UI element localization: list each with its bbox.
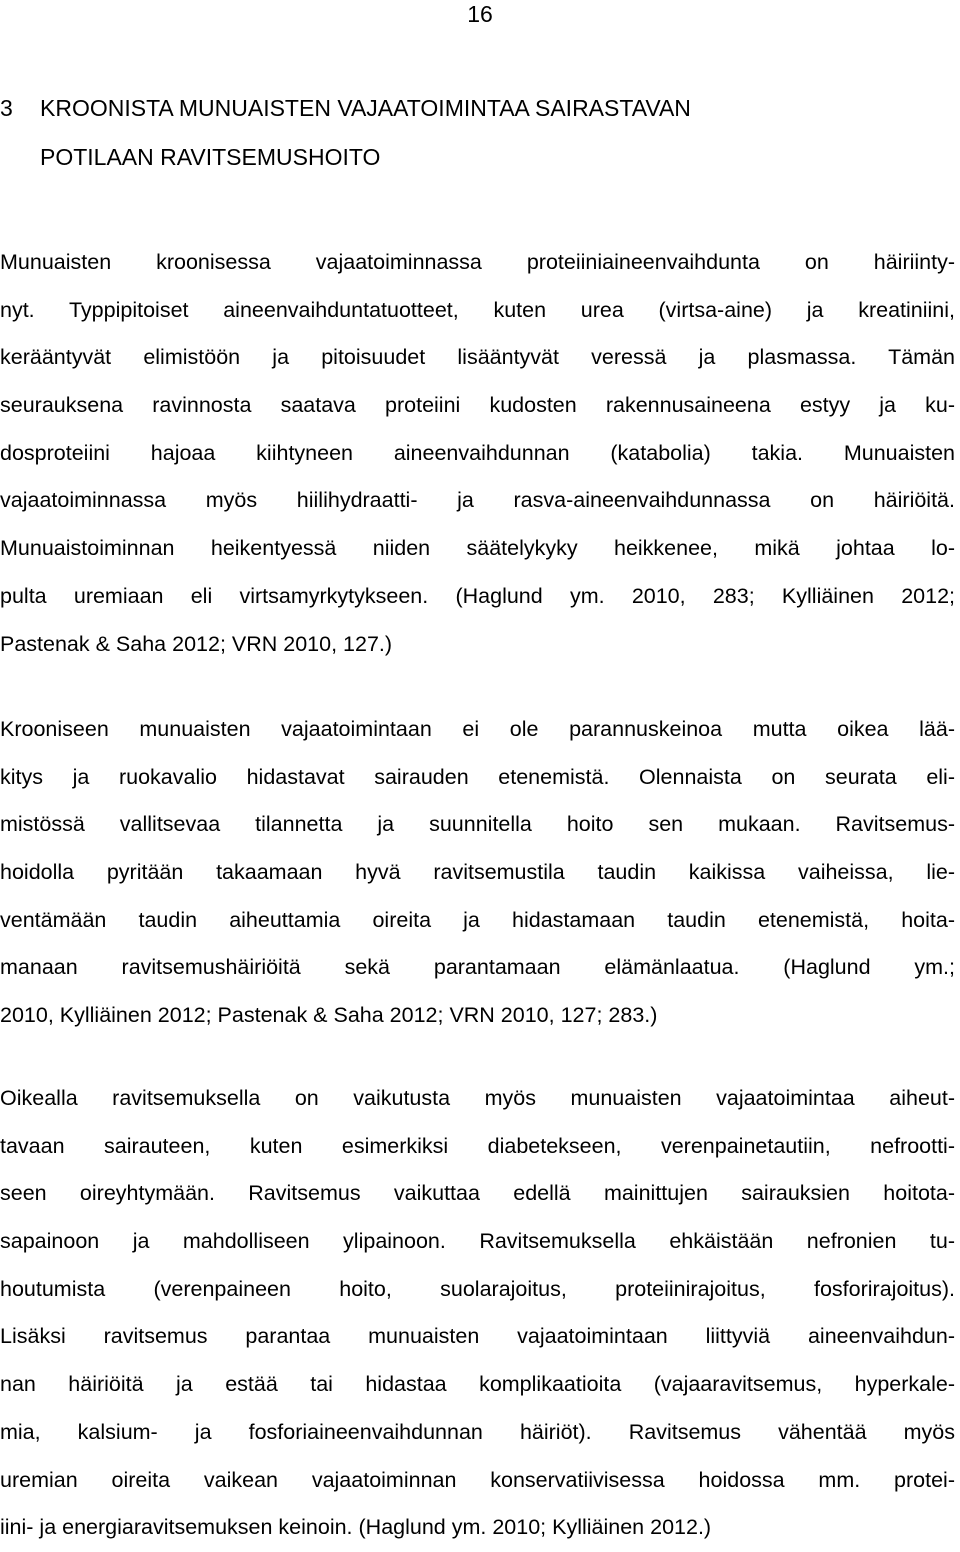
text-line: Oikealla ravitsemuksella on vaikutusta myös munuaisten vajaatoimintaa aiheut- bbox=[0, 1086, 955, 1110]
chapter-number: 3 bbox=[0, 95, 13, 121]
text-line: tavaan sairauteen, kuten esimerkiksi diabetekseen, verenpainetautiin, nefrootti- bbox=[0, 1133, 955, 1158]
page-number: 16 bbox=[467, 1, 493, 27]
text-line: sapainoon ja mahdolliseen ylipainoon. Ravitsemuksella ehkäistään nefronien tu- bbox=[0, 1229, 955, 1254]
text-line: seurauksena ravinnosta saatava proteiini kudosten rakennusaineena estyy ja ku- bbox=[0, 393, 955, 418]
chapter-title-line-1: KROONISTA MUNUAISTEN VAJAATOIMINTAA SAIRASTAVAN bbox=[40, 95, 691, 121]
text-line: pulta uremiaan eli virtsamyrkytykseen. (Haglund ym. 2010, 283; Kylliäinen 2012; bbox=[0, 583, 955, 608]
text-line: vajaatoiminnassa myös hiilihydraatti- ja rasva-aineenvaihdunnassa on häiriöitä. bbox=[0, 488, 955, 513]
text-line: seen oireyhtymään. Ravitsemus vaikuttaa edellä mainittujen sairauksien hoitota- bbox=[0, 1181, 955, 1206]
paragraph-3 bbox=[0, 1075, 955, 1552]
text-line: nan häiriöitä ja estää tai hidastaa komplikaatioita (vajaaravitsemus, hyperkale- bbox=[0, 1372, 955, 1397]
text-line: 2010, Kylliäinen 2012; Pastenak & Saha 2012; VRN 2010, 127; 283.) bbox=[0, 1003, 658, 1028]
text-line: nyt. Typpipitoiset aineenvaihduntatuotteet, kuten urea (virtsa-aine) ja kreatiniini, bbox=[0, 297, 955, 322]
text-line: mia, kalsium- ja fosforiaineenvaihdunnan häiriöt). Ravitsemus vähentää myös bbox=[0, 1419, 955, 1444]
text-line: hoidolla pyritään takaamaan hyvä ravitsemustila taudin kaikissa vaiheissa, lie- bbox=[0, 860, 955, 885]
text-line: houtumista (verenpaineen hoito, suolarajoitus, proteiinirajoitus, fosforirajoitus). bbox=[0, 1276, 955, 1301]
paragraph-2 bbox=[0, 706, 955, 1040]
text-line: Pastenak & Saha 2012; VRN 2010, 127.) bbox=[0, 631, 393, 656]
chapter-heading bbox=[0, 84, 955, 182]
text-line: Lisäksi ravitsemus parantaa munuaisten vajaatoimintaan liittyviä aineenvaihdun- bbox=[0, 1324, 955, 1349]
text-line: Munuaistoiminnan heikentyessä niiden säätelykyky heikkenee, mikä johtaa lo- bbox=[0, 536, 955, 561]
text-line: uremian oireita vaikean vajaatoiminnan konservatiivisessa hoidossa mm. protei- bbox=[0, 1467, 955, 1492]
text-line: Munuaisten kroonisessa vajaatoiminnassa proteiiniaineenvaihdunta on häiriinty- bbox=[0, 250, 955, 274]
chapter-title-line-2: POTILAAN RAVITSEMUSHOITO bbox=[40, 144, 381, 170]
text-line: dosproteiini hajoaa kiihtyneen aineenvaihdunnan (katabolia) takia. Munuaisten bbox=[0, 440, 955, 465]
text-line: manaan ravitsemushäiriöitä sekä parantamaan elämänlaatua. (Haglund ym.; bbox=[0, 955, 955, 980]
paragraph-1 bbox=[0, 239, 955, 668]
text-line: Krooniseen munuaisten vajaatoimintaan ei ole parannuskeinoa mutta oikea lää- bbox=[0, 717, 955, 741]
text-line: kitys ja ruokavalio hidastavat sairauden etenemistä. Olennaista on seurata eli- bbox=[0, 764, 955, 789]
text-line: mistössä vallitsevaa tilannetta ja suunnitella hoito sen mukaan. Ravitsemus- bbox=[0, 812, 955, 837]
text-line: ventämään taudin aiheuttamia oireita ja hidastamaan taudin etenemistä, hoita- bbox=[0, 907, 955, 932]
text-line: iini- ja energiaravitsemuksen keinoin. (Haglund ym. 2010; Kylliäinen 2012.) bbox=[0, 1515, 712, 1540]
text-line: kerääntyvät elimistöön ja pitoisuudet lisääntyvät veressä ja plasmassa. Tämän bbox=[0, 345, 955, 370]
